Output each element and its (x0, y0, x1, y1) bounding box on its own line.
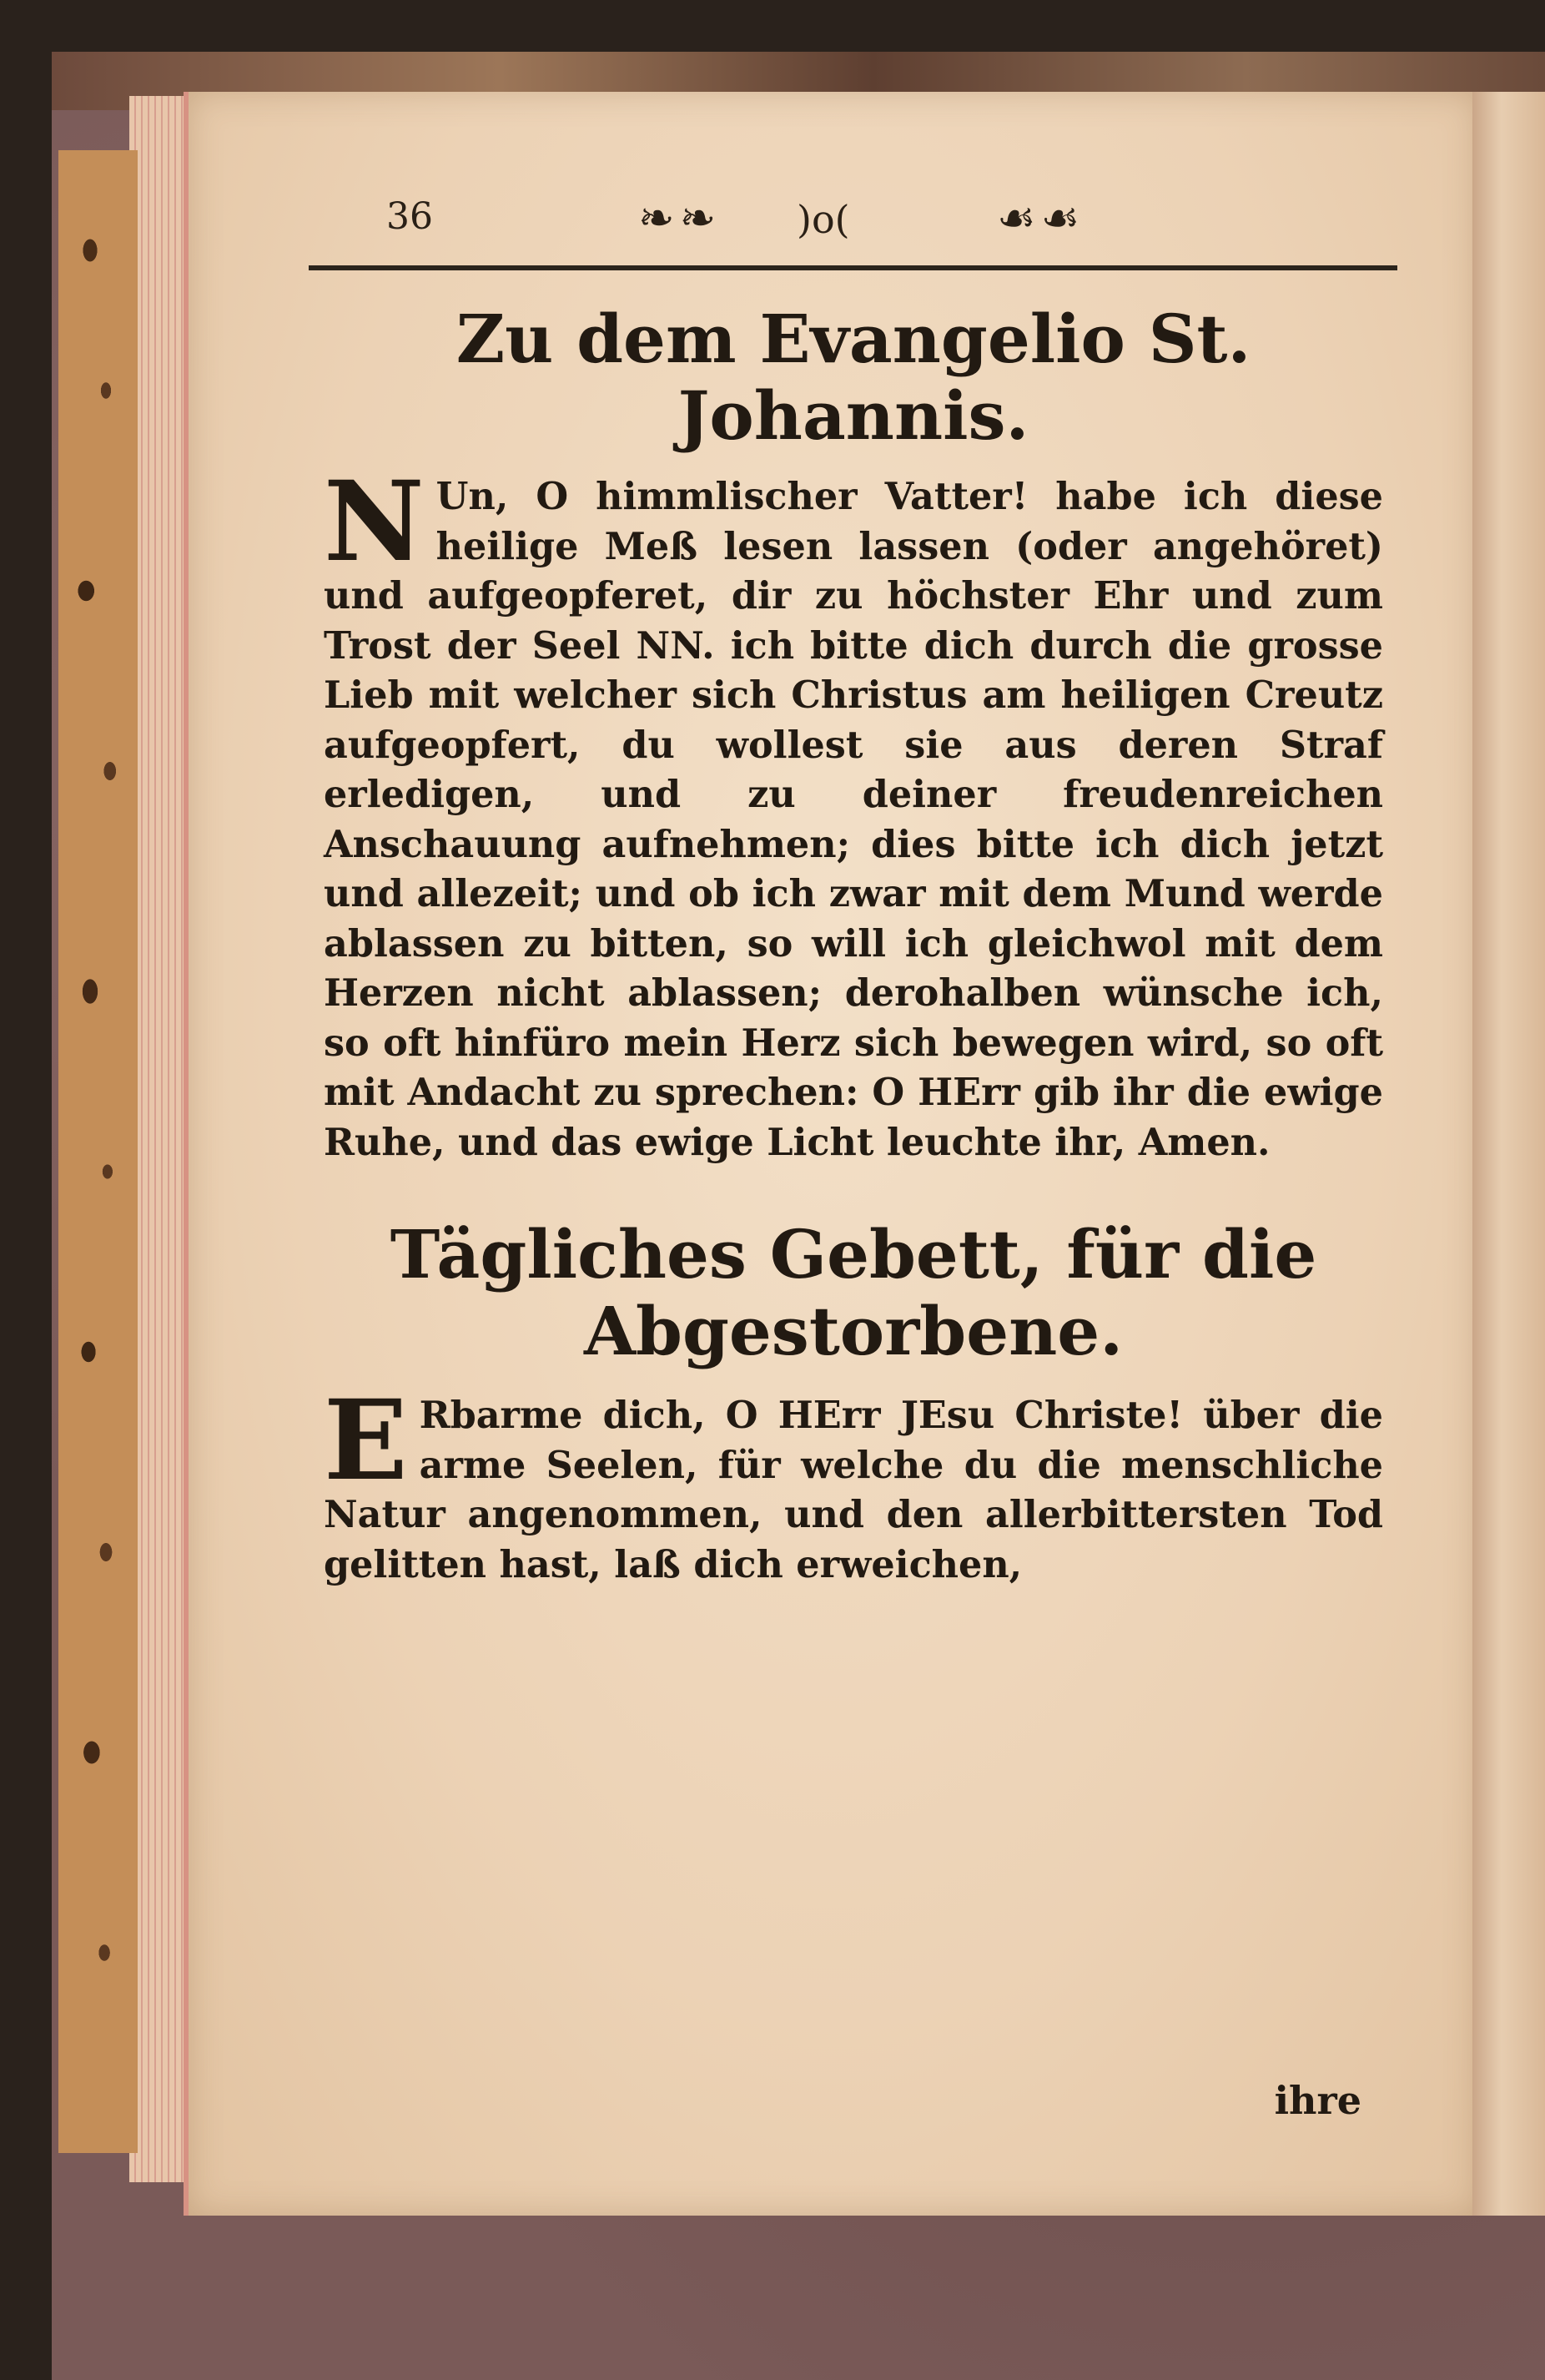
prayer-text-gospel: Un, O himmlischer Vatter! habe ich diese heilige Meß lesen lassen (oder angehöret) und aufgeopferet, dir zu höchster Ehr und zum Trost der Seel NN. ich bitte dich durch die grosse Lieb mit welcher sich Christus am heiligen Creutz aufgeopfert, du wollest sie aus deren Straf erledigen, und zu deiner freudenreichen Anschauung aufnehmen; dies bitte ich dich jetzt und allezeit; und ob ich zwar mit dem Mund werde ablassen zu bitten, so will ich gleichwol mit dem Herzen nicht ablassen; derohalben wünsche ich, so oft hinfüro mein Herz sich bewegen wird, so oft mit Andacht zu sprechen: O HErr gib ihr die ewige Ruhe, und das ewige Licht leuchte ihr, Amen. (324, 475, 1383, 1164)
section-title-daily-prayer: Tägliches Gebett, für die Abgestorbene. (390, 1215, 1317, 1370)
running-header (313, 185, 1397, 252)
page-content (324, 300, 1383, 1590)
header-mark: )o( (797, 197, 850, 242)
drop-cap-e: E (324, 1376, 408, 1505)
ornament-right-icon: ☙☙ (997, 194, 1085, 244)
header-rule (309, 265, 1397, 270)
section-title-gospel: Zu dem Evangelio St. Johannis. (455, 300, 1251, 455)
page-fold (1472, 92, 1545, 2216)
prayer-paragraph-daily (324, 1376, 1383, 1590)
catchword: ihre (1274, 2078, 1361, 2123)
ornament-left-icon: ❧❧ (638, 194, 722, 244)
prayer-paragraph-gospel (324, 457, 1383, 1167)
page-number: 36 (386, 195, 433, 238)
prayer-text-daily: Rbarme dich, O HErr JEsu Christe! über die arme Seelen, für welche du die menschliche Natur angenommen, und den allerbittersten Tod gelitten hast, laß dich erweichen, (324, 1394, 1383, 1586)
drop-cap-n: N (324, 457, 425, 587)
marbled-endpaper (58, 150, 138, 2153)
